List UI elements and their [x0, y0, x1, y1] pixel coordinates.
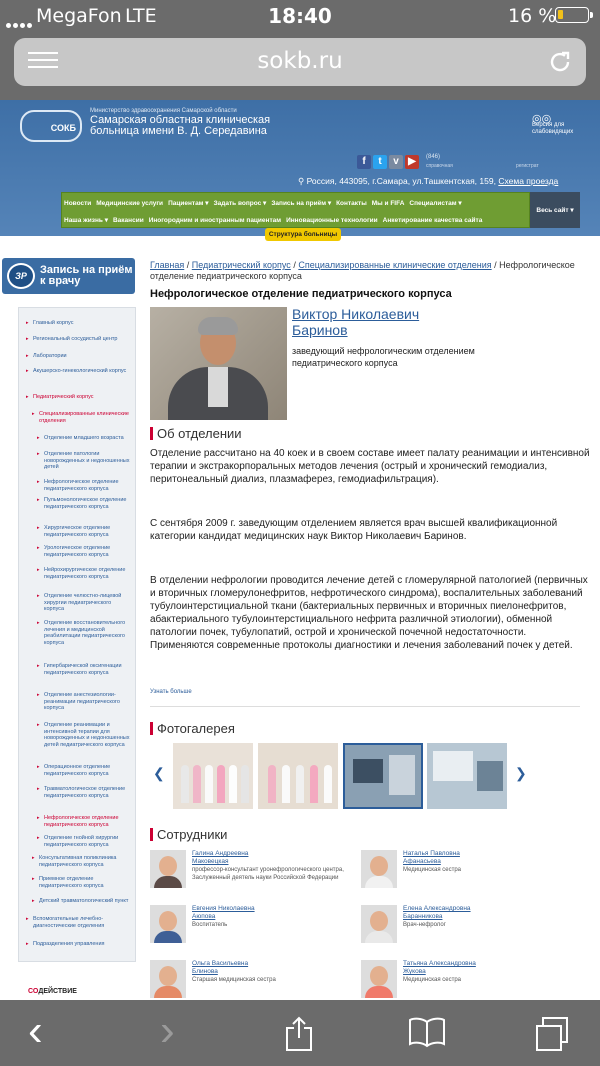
- staff-photo[interactable]: [361, 960, 397, 998]
- low-vision-link[interactable]: [532, 122, 582, 136]
- staff-role: Медицинская сестра: [403, 977, 461, 983]
- sidebar-item[interactable]: ▸ Консультативная поликлиника педиатрического корпуса: [39, 855, 133, 868]
- nav-item[interactable]: Анкетирование качества сайта: [382, 217, 483, 224]
- gallery-prev-icon[interactable]: ❮: [153, 765, 165, 781]
- sidebar-item[interactable]: ▸ Урологическое отделение педиатрического корпуса: [44, 545, 130, 558]
- staff-heading: Сотрудники: [150, 828, 227, 841]
- head-name-line1: Виктор Николаевич: [292, 306, 420, 322]
- all-site-button[interactable]: Весь сайт ▾: [530, 192, 580, 228]
- breadcrumb-pediatric[interactable]: Педиатрический корпус: [191, 260, 291, 270]
- nav-item[interactable]: Инновационные технологии: [286, 217, 378, 224]
- staff-role: Воспитатель: [192, 922, 228, 928]
- staff-first-names: Галина Андреевна: [192, 850, 249, 857]
- phone-label-registry: регистрат: [516, 163, 539, 169]
- sidebar-item[interactable]: ▸ Специализированные клинические отделения: [39, 411, 129, 424]
- nav-item[interactable]: Контакты: [336, 200, 367, 207]
- staff-surname: Афанасьева: [403, 858, 441, 865]
- nav-item[interactable]: Задать вопрос ▾: [213, 200, 267, 207]
- hospital-title-line2: больница имени В. Д. Середавина: [90, 125, 267, 137]
- sidebar-item[interactable]: ▸ Нефрологическое отделение педиатрического корпуса: [44, 479, 130, 492]
- social-links: [357, 151, 421, 169]
- staff-role: профессор-консультант уронефрологического центра, Заслуженный деятель науки Российской Федерации: [192, 867, 344, 881]
- staff-first-names: Евгения Николаевна: [192, 905, 255, 912]
- structure-button[interactable]: Структура больницы: [265, 228, 341, 241]
- read-more-link[interactable]: Узнать больше: [150, 689, 192, 695]
- promo-rest: ДЕЙСТВИЕ: [38, 988, 77, 995]
- nav-item[interactable]: Наша жизнь ▾: [64, 217, 108, 224]
- carrier-name: MegaFon: [36, 5, 122, 27]
- page-title: Нефрологическое отделение педиатрического корпуса: [150, 288, 452, 300]
- low-vision-line2: слабовидящих: [532, 129, 574, 135]
- nav-item[interactable]: Специалистам ▾: [409, 200, 462, 207]
- appointment-banner[interactable]: [2, 258, 135, 294]
- sidebar-item[interactable]: ▸ Отделение восстановительного лечения и медицинской реабилитации педиатрического корпуса: [44, 620, 130, 646]
- ministry-label: Министерство здравоохранения Самарской области: [90, 108, 237, 114]
- about-paragraph-3: В отделении нефрологии проводится лечение детей с гломерулярной патологией (первичных и вторичных гломерулонефритов, нефротического синдрома), воспалительных заболеваний тубулоинтерстициальной ткани (бактериальных первичных и вторичных пиелонефритов, абактериального тубулоинтерстициального нефрита различной этиологии), обменной патологии почек, тубулопатий, острой и хронической почечной недостаточности. Применяются современные протоколы диагностики и лечения заболеваний почек у детей.: [150, 575, 588, 651]
- sidebar-item[interactable]: ▸ Отделение патологии новорожденных и недоношенных детей: [44, 451, 130, 471]
- promo-logo[interactable]: [28, 988, 77, 995]
- staff-name-link[interactable]: [192, 960, 322, 976]
- head-name-link[interactable]: [292, 306, 492, 338]
- staff-role: Врач-нефролог: [403, 922, 446, 928]
- sidebar-item[interactable]: ▸ Главный корпус: [33, 320, 133, 327]
- share-icon[interactable]: [284, 1016, 314, 1052]
- map-link[interactable]: Схема проезда: [498, 176, 559, 186]
- youtube-icon[interactable]: ▶: [405, 155, 419, 169]
- about-paragraph-1: Отделение рассчитано на 40 коек и в своем составе имеет палату реанимации и интенсивной терапии и экстракорпоральных методов лечения (острый и хронический гемодиализ, перитонеальный диализ, плазмаферез, гемодиафильтрация).: [150, 448, 590, 485]
- staff-surname: Аюпова: [192, 913, 216, 920]
- address-bar[interactable]: [14, 38, 586, 86]
- staff-name-link[interactable]: [192, 905, 322, 921]
- low-vision-line1: Версия для: [532, 122, 565, 128]
- battery-icon: [555, 7, 589, 23]
- gallery-photo[interactable]: [343, 743, 423, 809]
- back-icon[interactable]: ‹: [28, 1006, 43, 1055]
- staff-name-link[interactable]: [403, 905, 533, 921]
- sidebar-item[interactable]: ▸ Нефрологическое отделение педиатрического корпуса: [44, 815, 130, 828]
- bookmarks-icon[interactable]: [408, 1016, 446, 1048]
- nav-item[interactable]: Иногородним и иностранным пациентам: [148, 217, 282, 224]
- staff-first-names: Ольга Васильевна: [192, 960, 249, 967]
- sidebar-item[interactable]: ▸ Травматологическое отделение педиатрического корпуса: [44, 786, 130, 799]
- staff-name-link[interactable]: [192, 850, 322, 866]
- sidebar-item[interactable]: ▸ Пульмонологическое отделение педиатрического корпуса: [44, 497, 130, 510]
- nav-item[interactable]: Пациентам ▾: [168, 200, 209, 207]
- staff-surname: Блинова: [192, 968, 218, 975]
- sidebar-item[interactable]: ▸ Отделение челюстно-лицевой хирургии педиатрического корпуса: [44, 593, 130, 613]
- nav-item[interactable]: Новости: [64, 200, 92, 207]
- appointment-line1: Запись на приём: [40, 264, 133, 276]
- staff-photo[interactable]: [361, 850, 397, 888]
- sidebar-item[interactable]: ▸ Лаборатории: [33, 353, 133, 360]
- sidebar-item[interactable]: ▸ Отделение анестезиологии-реанимации педиатрического корпуса: [44, 692, 130, 712]
- hospital-title-line1: Самарская областная клиническая: [90, 114, 271, 126]
- staff-role: Медицинская сестра: [403, 867, 461, 873]
- address: ⚲ Россия, 443095, г.Самара, ул.Ташкентская, 159, Схема проезда: [298, 176, 559, 186]
- nav-item[interactable]: Запись на приём ▾: [271, 200, 332, 207]
- sidebar-item[interactable]: ▸ Акушерско-гинекологический корпус: [33, 368, 133, 375]
- phone-label: справочная: [426, 163, 453, 169]
- gallery-photo[interactable]: [258, 743, 338, 809]
- hospital-title[interactable]: [90, 115, 300, 137]
- sidebar-item[interactable]: ▸ Педиатрический корпус: [33, 394, 133, 401]
- gallery-heading: Фотогалерея: [150, 722, 235, 735]
- clock: 18:40: [268, 4, 332, 28]
- twitter-icon[interactable]: t: [373, 155, 387, 169]
- main-nav: [61, 192, 530, 228]
- network-type: LTE: [125, 5, 157, 27]
- gallery-photo[interactable]: [427, 743, 507, 809]
- staff-first-names: Татьяна Александровна: [403, 960, 476, 967]
- sidebar-item[interactable]: ▸ Операционное отделение педиатрического корпуса: [44, 764, 130, 777]
- nav-item[interactable]: Медицинские услуги: [96, 200, 164, 207]
- sidebar-item[interactable]: ▸ Отделение гнойной хирургии педиатрического корпуса: [44, 835, 130, 848]
- sidebar-item[interactable]: ▸ Нейрохирургическое отделение педиатрического корпуса: [44, 567, 130, 580]
- glasses-icon[interactable]: ◎◎: [532, 113, 552, 125]
- head-name-line2: Баринов: [292, 322, 348, 338]
- gallery-photo[interactable]: [173, 743, 253, 809]
- nav-item[interactable]: Мы и FIFA: [371, 200, 405, 207]
- facebook-icon[interactable]: f: [357, 155, 371, 169]
- staff-name-link[interactable]: [403, 850, 533, 866]
- main-nav-row2: [64, 216, 487, 224]
- staff-first-names: Елена Александровна: [403, 905, 471, 912]
- staff-role: Старшая медицинская сестра: [192, 977, 276, 983]
- sidebar-item[interactable]: ▸ Отделение реанимации и интенсивной терапии для новорожденных и недоношенных детей педиатрического корпуса: [44, 722, 130, 748]
- site-header: [0, 100, 600, 236]
- appointment-banner-text: [40, 265, 135, 287]
- address-text: Россия, 443095, г.Самара, ул.Ташкентская, 159,: [306, 176, 496, 186]
- sidebar-item[interactable]: ▸ Гипербарической оксигенации педиатрического корпуса: [44, 663, 130, 676]
- sidebar-item[interactable]: ▸ Детский травматологический пункт: [39, 898, 133, 905]
- breadcrumb-sep: /: [491, 260, 500, 270]
- breadcrumb: [150, 260, 590, 282]
- staff-surname: Жукова: [403, 968, 426, 975]
- staff-photo[interactable]: [150, 960, 186, 998]
- forward-icon[interactable]: ›: [160, 1006, 175, 1055]
- staff-first-names: Наталья Павловна: [403, 850, 460, 857]
- hospital-logo[interactable]: СОКБ: [20, 110, 82, 142]
- sidebar-item[interactable]: ▸ Подразделения управления: [33, 941, 133, 948]
- gallery-next-icon[interactable]: ❯: [515, 765, 527, 781]
- staff-surname: Баранникова: [403, 913, 443, 920]
- reload-icon[interactable]: [548, 50, 574, 74]
- vk-icon[interactable]: v: [389, 155, 403, 169]
- sidebar-menu: [18, 307, 136, 962]
- appointment-line2: к врачу: [40, 275, 81, 287]
- battery-percent: 16 %: [508, 5, 557, 27]
- breadcrumb-home[interactable]: Главная: [150, 260, 185, 270]
- url-text[interactable]: sokb.ru: [257, 48, 343, 74]
- breadcrumb-sep: /: [184, 260, 192, 270]
- sidebar-item[interactable]: ▸ Приемное отделение педиатрического корпуса: [39, 876, 133, 889]
- main-nav-row1: [64, 199, 467, 207]
- sidebar-item[interactable]: ▸ Отделение младшего возраста: [44, 435, 130, 442]
- promo-prefix: СО: [28, 988, 39, 995]
- sidebar-item[interactable]: ▸ Вспомогательные лечебно-диагностические отделения: [33, 916, 133, 929]
- sidebar-item[interactable]: ▸ Региональный сосудистый центр: [33, 336, 133, 343]
- breadcrumb-current: Нефрологическое отделение педиатрического корпуса: [150, 260, 575, 281]
- breadcrumb-special[interactable]: Специализированные клинические отделения: [298, 260, 492, 270]
- tabs-icon[interactable]: [534, 1016, 570, 1052]
- staff-photo[interactable]: [150, 905, 186, 943]
- phone-code: (846): [426, 154, 441, 160]
- status-bar: [0, 0, 600, 30]
- head-position: заведующий нефрологическим отделением педиатрического корпуса: [292, 346, 475, 368]
- staff-photo[interactable]: [150, 850, 186, 888]
- divider: [150, 706, 580, 707]
- staff-photo[interactable]: [361, 905, 397, 943]
- head-photo[interactable]: [150, 307, 287, 420]
- staff-surname: Маковецкая: [192, 858, 229, 865]
- nav-item[interactable]: Вакансии: [112, 217, 144, 224]
- sidebar-item[interactable]: ▸ Хирургическое отделение педиатрического корпуса: [44, 525, 130, 538]
- about-paragraph-2: С сентября 2009 г. заведующим отделением является врач высшей квалификационной категории кандидат медицинских наук Виктор Николаевич Баринов.: [150, 518, 558, 542]
- appointment-badge-icon: ЗР: [7, 263, 35, 289]
- staff-name-link[interactable]: [403, 960, 533, 976]
- breadcrumb-sep: /: [290, 260, 299, 270]
- about-heading: Об отделении: [150, 427, 242, 440]
